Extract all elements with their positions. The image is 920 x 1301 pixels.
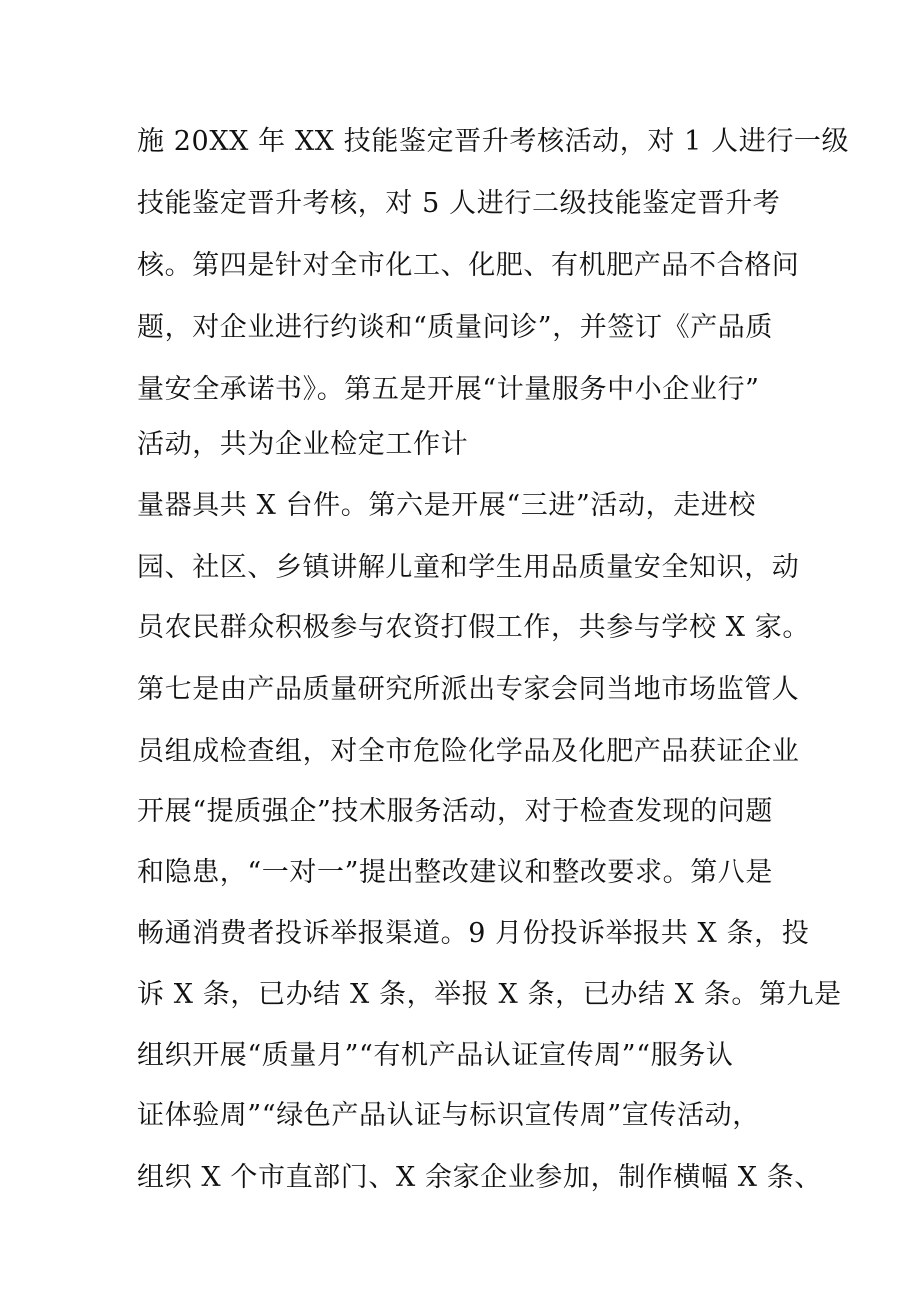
body-text-line: 畅通消费者投诉举报渠道。9 月份投诉举报共 X 条，投 — [137, 918, 810, 949]
body-text-line: 开展“提质强企”技术服务活动，对于检查发现的问题 — [137, 796, 774, 827]
body-text-line: 第七是由产品质量研究所派出专家会同当地市场监管人 — [137, 674, 800, 705]
body-text-line: 技能鉴定晋升考核，对 5 人进行二级技能鉴定晋升考 — [137, 188, 781, 219]
body-text-line: 组织 X 个市直部门、X 余家企业参加，制作横幅 X 条、 — [137, 1162, 822, 1193]
body-text-line: 员农民群众积极参与农资打假工作，共参与学校 X 家。 — [137, 612, 810, 643]
body-text-line: 组织开展“质量月”“有机产品认证宣传周”“服务认 — [137, 1040, 734, 1071]
body-text-line: 施 20XX 年 XX 技能鉴定晋升考核活动，对 1 人进行一级 — [137, 126, 850, 157]
body-text-line: 量安全承诺书》。第五是开展“计量服务中小企业行” — [137, 374, 760, 405]
body-text-line: 和隐患，“一对一”提出整改建议和整改要求。第八是 — [137, 857, 774, 888]
body-text-line: 园、社区、乡镇讲解儿童和学生用品质量安全知识，动 — [137, 552, 800, 583]
body-text-line: 证体验周”“绿色产品认证与标识宣传周”宣传活动， — [137, 1100, 760, 1131]
body-text-line: 员组成检查组，对全市危险化学品及化肥产品获证企业 — [137, 736, 800, 767]
body-text-line: 活动，共为企业检定工作计 — [137, 429, 469, 460]
body-text-line: 量器具共 X 台件。第六是开展“三进”活动，走进校 — [137, 490, 756, 521]
body-text-line: 核。第四是针对全市化工、化肥、有机肥产品不合格问 — [137, 250, 800, 281]
body-text-line: 诉 X 条，已办结 X 条，举报 X 条，已办结 X 条。第九是 — [137, 979, 842, 1010]
body-text-line: 题，对企业进行约谈和“质量问诊”，并签订《产品质 — [137, 312, 774, 343]
